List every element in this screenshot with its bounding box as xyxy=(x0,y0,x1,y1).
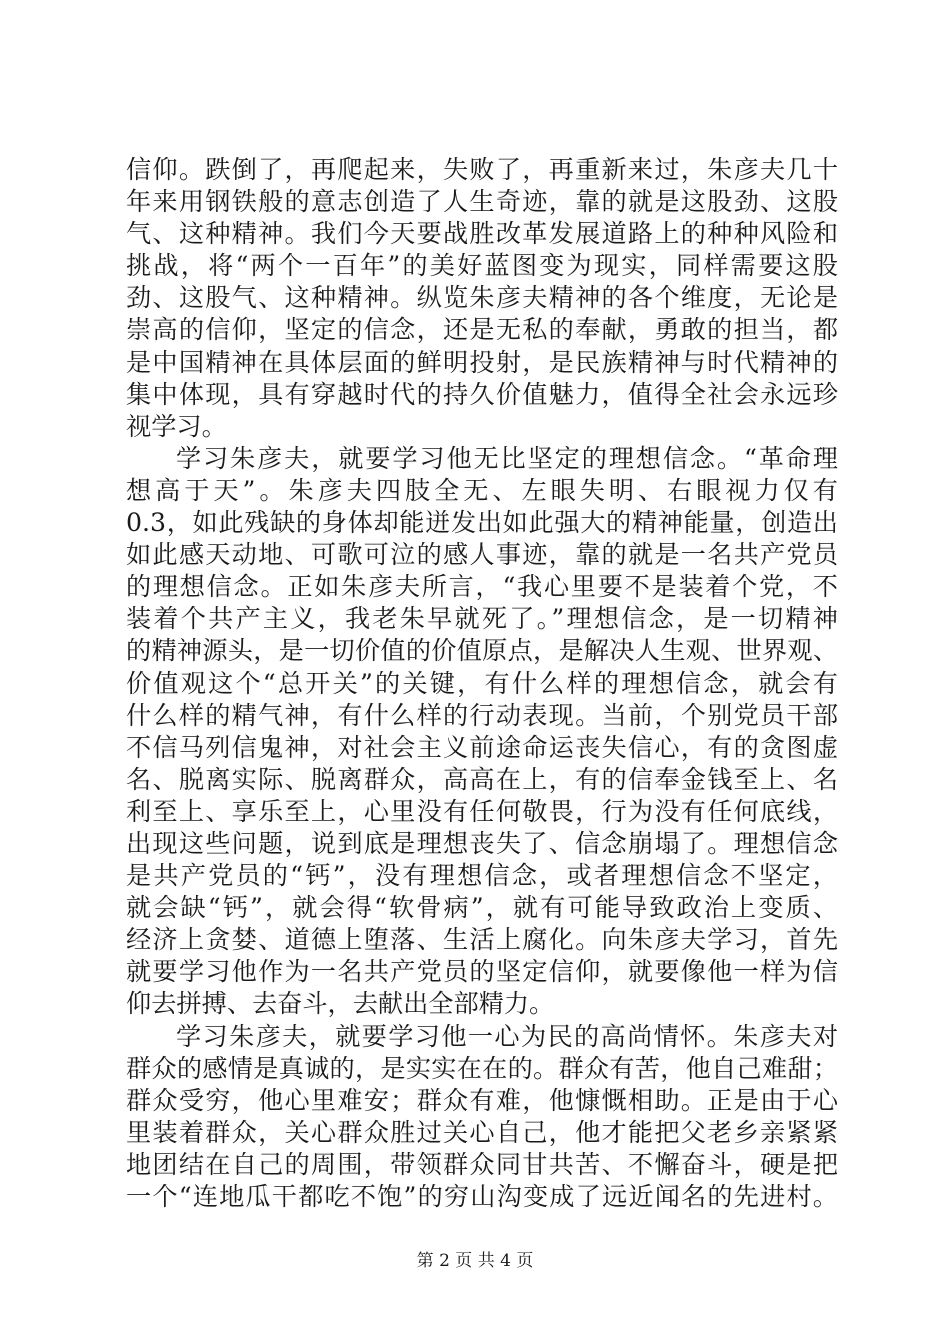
paragraph-end-line: 仰去拼搏、去奋斗，去献出全部精力。 xyxy=(126,989,555,1019)
text-line: 地团结在自己的周围，带领群众同甘共苦、不懈奋斗，硬是把 xyxy=(126,1149,838,1179)
text-line: 0.3，如此残缺的身体却能迸发出如此强大的精神能量，创造出 xyxy=(126,508,838,538)
text-line: 信仰。跌倒了，再爬起来，失败了，再重新来过，朱彦夫几十 xyxy=(126,155,838,184)
text-line: 气、这种精神。我们今天要战胜改革发展道路上的种种风险和 xyxy=(126,219,838,249)
page-number-footer: 第 2 页 共 4 页 xyxy=(416,1251,534,1271)
text-line: 如此感天动地、可歌可泣的感人事迹，靠的就是一名共产党员 xyxy=(126,540,838,570)
paragraph-start-line: 学习朱彦夫，就要学习他无比坚定的理想信念。“革命理 xyxy=(176,443,838,473)
text-line: 价值观这个“总开关”的关键，有什么样的理想信念，就会有 xyxy=(126,668,838,698)
paragraph-start-line: 学习朱彦夫，就要学习他一心为民的高尚情怀。朱彦夫对 xyxy=(176,1021,838,1051)
text-line: 就会缺“钙”，就会得“软骨病”，就有可能导致政治上变质、 xyxy=(126,893,838,923)
text-line: 是共产党员的“钙”，没有理想信念，或者理想信念不坚定， xyxy=(126,861,838,891)
text-line: 什么样的精气神，有什么样的行动表现。当前，个别党员干部 xyxy=(126,700,838,730)
text-line: 劲、这股气、这种精神。纵览朱彦夫精神的各个维度，无论是 xyxy=(126,283,838,313)
text-line: 挑战，将“两个一百年”的美好蓝图变为现实，同样需要这股 xyxy=(126,251,838,281)
text-line: 群众的感情是真诚的，是实实在在的。群众有苦，他自己难甜； xyxy=(126,1053,838,1083)
text-line: 不信马列信鬼神，对社会主义前途命运丧失信心，有的贪图虚 xyxy=(126,732,838,762)
text-line: 的理想信念。正如朱彦夫所言，“我心里要不是装着个党，不 xyxy=(126,572,838,602)
text-line: 出现这些问题，说到底是理想丧失了、信念崩塌了。理想信念 xyxy=(126,828,838,858)
text-line: 就要学习他作为一名共产党员的坚定信仰，就要像他一样为信 xyxy=(126,957,838,987)
text-line: 年来用钢铁般的意志创造了人生奇迹，靠的就是这股劲、这股 xyxy=(126,187,838,217)
text-line: 是中国精神在具体层面的鲜明投射，是民族精神与时代精神的 xyxy=(126,347,838,377)
text-line: 装着个共产主义，我老朱早就死了。”理想信念，是一切精神 xyxy=(126,604,838,634)
text-line: 想高于天”。朱彦夫四肢全无、左眼失明、右眼视力仅有 xyxy=(126,475,838,505)
text-line: 名、脱离实际、脱离群众，高高在上，有的信奉金钱至上、名 xyxy=(126,764,838,794)
text-line: 里装着群众，关心群众胜过关心自己，他才能把父老乡亲紧紧 xyxy=(126,1117,838,1147)
text-line: 利至上、享乐至上，心里没有任何敬畏，行为没有任何底线， xyxy=(126,796,838,826)
text-line: 集中体现，具有穿越时代的持久价值魅力，值得全社会永远珍 xyxy=(126,379,838,409)
text-line: 一个“连地瓜干都吃不饱”的穷山沟变成了远近闻名的先进村。 xyxy=(126,1182,838,1211)
text-line: 经济上贪婪、道德上堕落、生活上腐化。向朱彦夫学习，首先 xyxy=(126,925,838,955)
text-line: 崇高的信仰，坚定的信念，还是无私的奉献，勇敢的担当，都 xyxy=(126,315,838,345)
paragraph-end-line: 视学习。 xyxy=(126,411,227,441)
document-body xyxy=(126,154,838,1213)
text-line: 群众受穷，他心里难安；群众有难，他慷慨相助。正是由于心 xyxy=(126,1085,838,1115)
text-line: 的精神源头，是一切价值的价值原点，是解决人生观、世界观、 xyxy=(126,636,838,666)
